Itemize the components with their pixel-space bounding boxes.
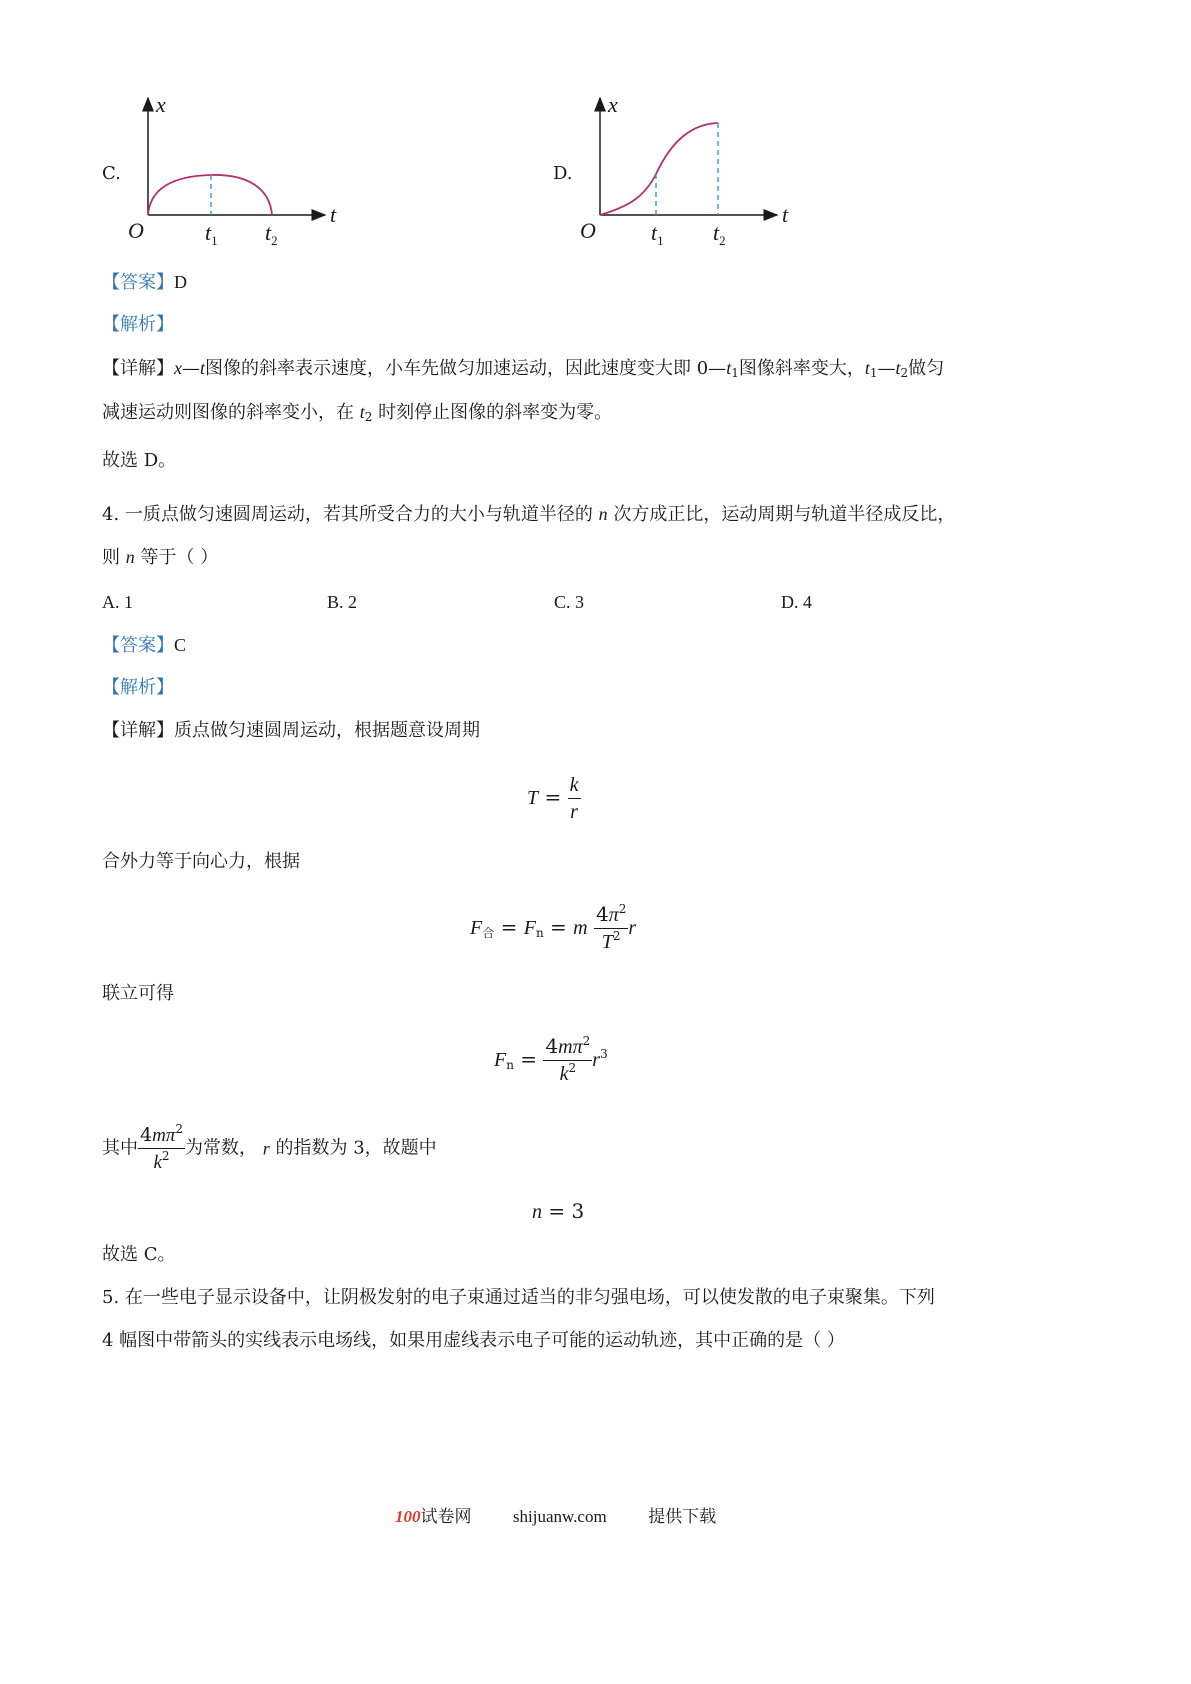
q4-conclusion: 故选 C。 xyxy=(102,1244,176,1265)
y-axis-label: x xyxy=(156,92,166,117)
q3-detail-line-2: 减速运动则图像的斜率变小，在 $t_2$ 时刻停止图像的斜率变为零。 xyxy=(102,402,613,424)
download-text: 提供下载 xyxy=(648,1507,717,1527)
x-axis-label: t xyxy=(330,202,337,227)
q3-detail-line-1: 【详解】x—t图像的斜率表示速度，小车先做匀加速运动，因此速度变大即 $0—t_1$图像斜率变大，$t_1—t_2$做匀 xyxy=(102,358,945,380)
q3-answer xyxy=(102,273,187,292)
graph-d xyxy=(572,90,802,250)
t1-label: $t_1$ xyxy=(205,220,218,248)
answer-value: C xyxy=(174,635,187,655)
graph-c xyxy=(120,90,350,250)
curve xyxy=(148,175,272,215)
curve xyxy=(600,123,718,215)
x-axis-label: t xyxy=(782,202,789,227)
formula-force: $F_n$ = $\frac{4m\pi^2}{k^2}$ $r^3$ xyxy=(494,1034,608,1085)
q4-option-a: A. 1 xyxy=(102,592,133,612)
formula-n-equals-3: n = 3 xyxy=(532,1199,585,1223)
t1-label: $t_1$ xyxy=(651,220,664,248)
q4-detail: 【详解】质点做匀速圆周运动，根据题意设周期 xyxy=(102,720,480,741)
q4-stem-line-2: 则 n 等于（ ） xyxy=(102,547,219,568)
q4-text-2: 合外力等于向心力，根据 xyxy=(102,851,300,872)
option-c-label: C. xyxy=(102,163,121,184)
q5-stem-line-2: 4 幅图中带箭头的实线表示电场线，如果用虚线表示电子可能的运动轨迹，其中正确的是（ ） xyxy=(102,1330,845,1351)
q5-stem-line-1: 5. 在一些电子显示设备中，让阴极发射的电子束通过适当的非匀强电场，可以使发散的电子束聚集。下列 xyxy=(102,1287,935,1308)
origin-label: O xyxy=(128,218,144,243)
q4-option-d: D. 4 xyxy=(781,592,812,612)
q4-option-c: C. 3 xyxy=(554,592,585,612)
answer-value: D xyxy=(174,272,187,292)
q4-answer xyxy=(102,636,186,655)
q4-stem-line-1: 4. 一质点做匀速圆周运动，若其所受合力的大小与轨道半径的 n 次方成正比，运动周期与轨道半径成反比， xyxy=(102,504,956,525)
y-axis-label: x xyxy=(608,92,618,117)
formula-period: T = $\frac{k}{r}$ xyxy=(527,774,579,823)
q3-analysis-tag: 【解析】 xyxy=(102,314,174,335)
site-logo: 100 xyxy=(395,1507,421,1526)
q3-conclusion: 故选 D。 xyxy=(102,450,177,471)
t2-label: $t_2$ xyxy=(713,220,726,248)
detail-tag: 【详解】 xyxy=(102,720,174,741)
origin-label: O xyxy=(580,218,596,243)
detail-tag: 【详解】 xyxy=(102,358,174,379)
t2-label: $t_2$ xyxy=(265,220,278,248)
footer xyxy=(395,1508,716,1526)
q4-option-b: B. 2 xyxy=(327,592,358,612)
answer-tag: 【答案】 xyxy=(102,635,174,656)
site-name: 试卷网 xyxy=(420,1507,472,1527)
formula-centripetal: $F_合 = F_n = m$ $\frac{4\pi^2}{T^2}$ r xyxy=(470,902,637,953)
option-d-label: D. xyxy=(553,163,573,184)
answer-tag: 【答案】 xyxy=(102,272,174,293)
site-url[interactable]: shijuanw.com xyxy=(512,1507,607,1526)
q4-analysis-tag: 【解析】 xyxy=(102,677,174,698)
q4-text-3: 联立可得 xyxy=(102,983,174,1004)
q4-text-4: 其中 $\frac{4m\pi^2}{k^2}$ 为常数， r 的指数为 3，故题中 xyxy=(102,1122,437,1173)
